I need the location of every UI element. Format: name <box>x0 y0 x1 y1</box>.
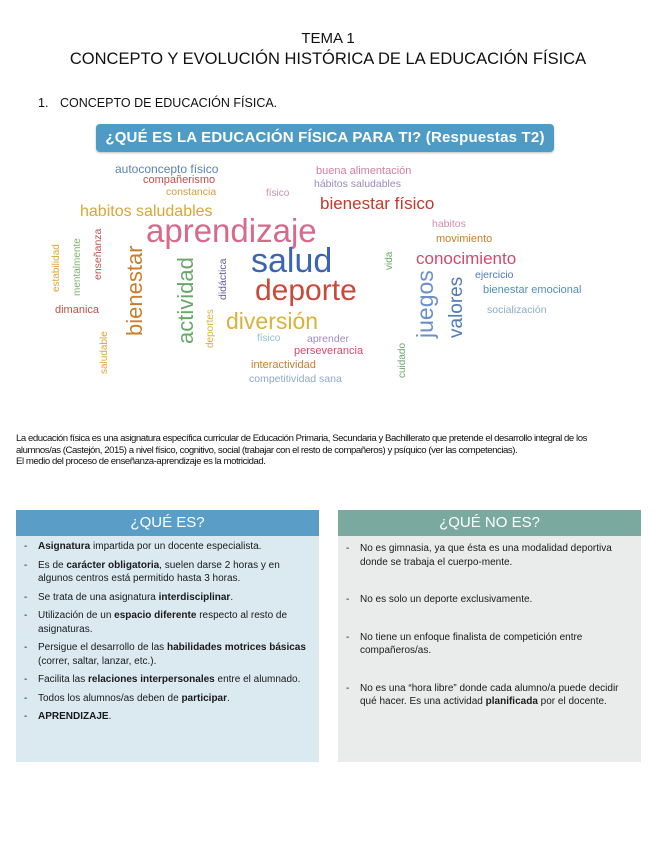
cloud-word: físico <box>266 188 290 199</box>
cloud-word: dimanica <box>55 304 100 316</box>
cloud-word: didáctica <box>217 258 229 300</box>
list-item: - Todos los alumnos/as deben de participar. <box>22 692 313 706</box>
cloud-word: hábitos saludables <box>314 178 401 190</box>
list-item: - No es una “hora libre” donde cada alumno/a puede decidir qué hacer. Es una actividad planificada por el docente. <box>344 682 635 709</box>
cloud-word: valores <box>446 276 467 338</box>
list-item: - Utilización de un espacio diferente respecto al resto de asignaturas. <box>22 609 313 636</box>
cloud-word: constancia <box>166 186 217 198</box>
list-item: - No es gimnasia, ya que ésta es una modalidad deportiva donde se trabaja el cuerpo-mente. <box>344 542 635 569</box>
cloud-word: deportes <box>205 309 216 348</box>
cloud-word: diversión <box>226 308 319 334</box>
list-item: - No es solo un deporte exclusivamente. <box>344 593 635 607</box>
que-no-es-list <box>338 536 641 709</box>
cloud-word: físico <box>257 333 281 344</box>
list-item: - APRENDIZAJE. <box>22 710 313 724</box>
cloud-word: socialización <box>487 304 547 316</box>
definition-text: La educación física es una asignatura específica curricular de Educación Primaria, Secundaria y Bachillerato que pretende el desarrollo integral de los alumnos/as (Castejón, 2015) a nivel físico, cognitivo, social (trabajar con el resto de compañeros) y psíquico (ver las competencias). <box>16 433 587 456</box>
list-item: - Asignatura impartida por un docente especialista. <box>22 540 313 554</box>
intro-paragraph <box>16 433 626 468</box>
cloud-word: movimiento <box>436 233 493 245</box>
section-heading <box>38 96 277 110</box>
cloud-word: vida <box>384 251 395 270</box>
cloud-word: bienestar físico <box>320 194 435 213</box>
cloud-word: interactividad <box>251 359 316 371</box>
motricity-text: El medio del proceso de enseñanza-aprendizaje es la motricidad. <box>16 456 266 467</box>
cloud-word: salud <box>251 242 333 280</box>
cloud-word: habitos saludables <box>80 203 213 220</box>
cloud-word: saludable <box>99 331 110 374</box>
cloud-word: aprender <box>307 333 350 345</box>
cloud-word: autoconcepto físico <box>115 162 219 176</box>
cloud-word: competitividad sana <box>249 373 342 385</box>
tema-title: TEMA 1 <box>301 30 355 47</box>
cloud-word: compañerismo <box>143 174 216 186</box>
cloud-word: deporte <box>255 274 357 307</box>
cloud-word: estabilidad <box>51 244 62 292</box>
cloud-word: juegos <box>412 270 438 338</box>
wordcloud-banner: ¿QUÉ ES LA EDUCACIÓN FÍSICA PARA TI? (Respuestas T2) <box>96 124 554 152</box>
list-item: - Se trata de una asignatura interdisciplinar. <box>22 591 313 605</box>
que-no-es-title: ¿QUÉ NO ES? <box>338 510 641 536</box>
cloud-word: habitos <box>432 218 466 230</box>
cloud-word: bienestar emocional <box>483 284 582 296</box>
cloud-word: enseñanza <box>92 228 104 280</box>
cloud-word: perseverancia <box>294 345 364 357</box>
cloud-word: actividad <box>173 257 198 344</box>
que-es-list <box>16 536 319 724</box>
que-es-title: ¿QUÉ ES? <box>16 510 319 536</box>
list-item: - Persigue el desarrollo de las habilidades motrices básicas (correr, saltar, lanzar, etc.). <box>22 641 313 668</box>
section-title: CONCEPTO DE EDUCACIÓN FÍSICA. <box>60 96 278 110</box>
section-number: 1. <box>38 96 49 110</box>
cloud-word: ejercicio <box>475 269 514 281</box>
que-no-es-panel <box>338 510 641 762</box>
cloud-word: mentalmente <box>72 238 83 296</box>
cloud-word: cuidado <box>397 342 408 378</box>
list-item: - No tiene un enfoque finalista de competición entre compañeros/as. <box>344 631 635 658</box>
list-item: - Facilita las relaciones interpersonales entre el alumnado. <box>22 673 313 687</box>
cloud-word: aprendizaje <box>146 212 317 249</box>
page-title: CONCEPTO Y EVOLUCIÓN HISTÓRICA DE LA EDUCACIÓN FÍSICA <box>69 50 587 68</box>
cloud-word: bienestar <box>122 245 147 336</box>
que-es-panel <box>16 510 319 762</box>
cloud-word: buena alimentación <box>316 165 412 177</box>
cloud-word: conocimiento <box>416 249 517 268</box>
list-item: - Es de carácter obligatoria, suelen darse 2 horas y en algunos centros está permitido hasta 3 horas. <box>22 559 313 586</box>
